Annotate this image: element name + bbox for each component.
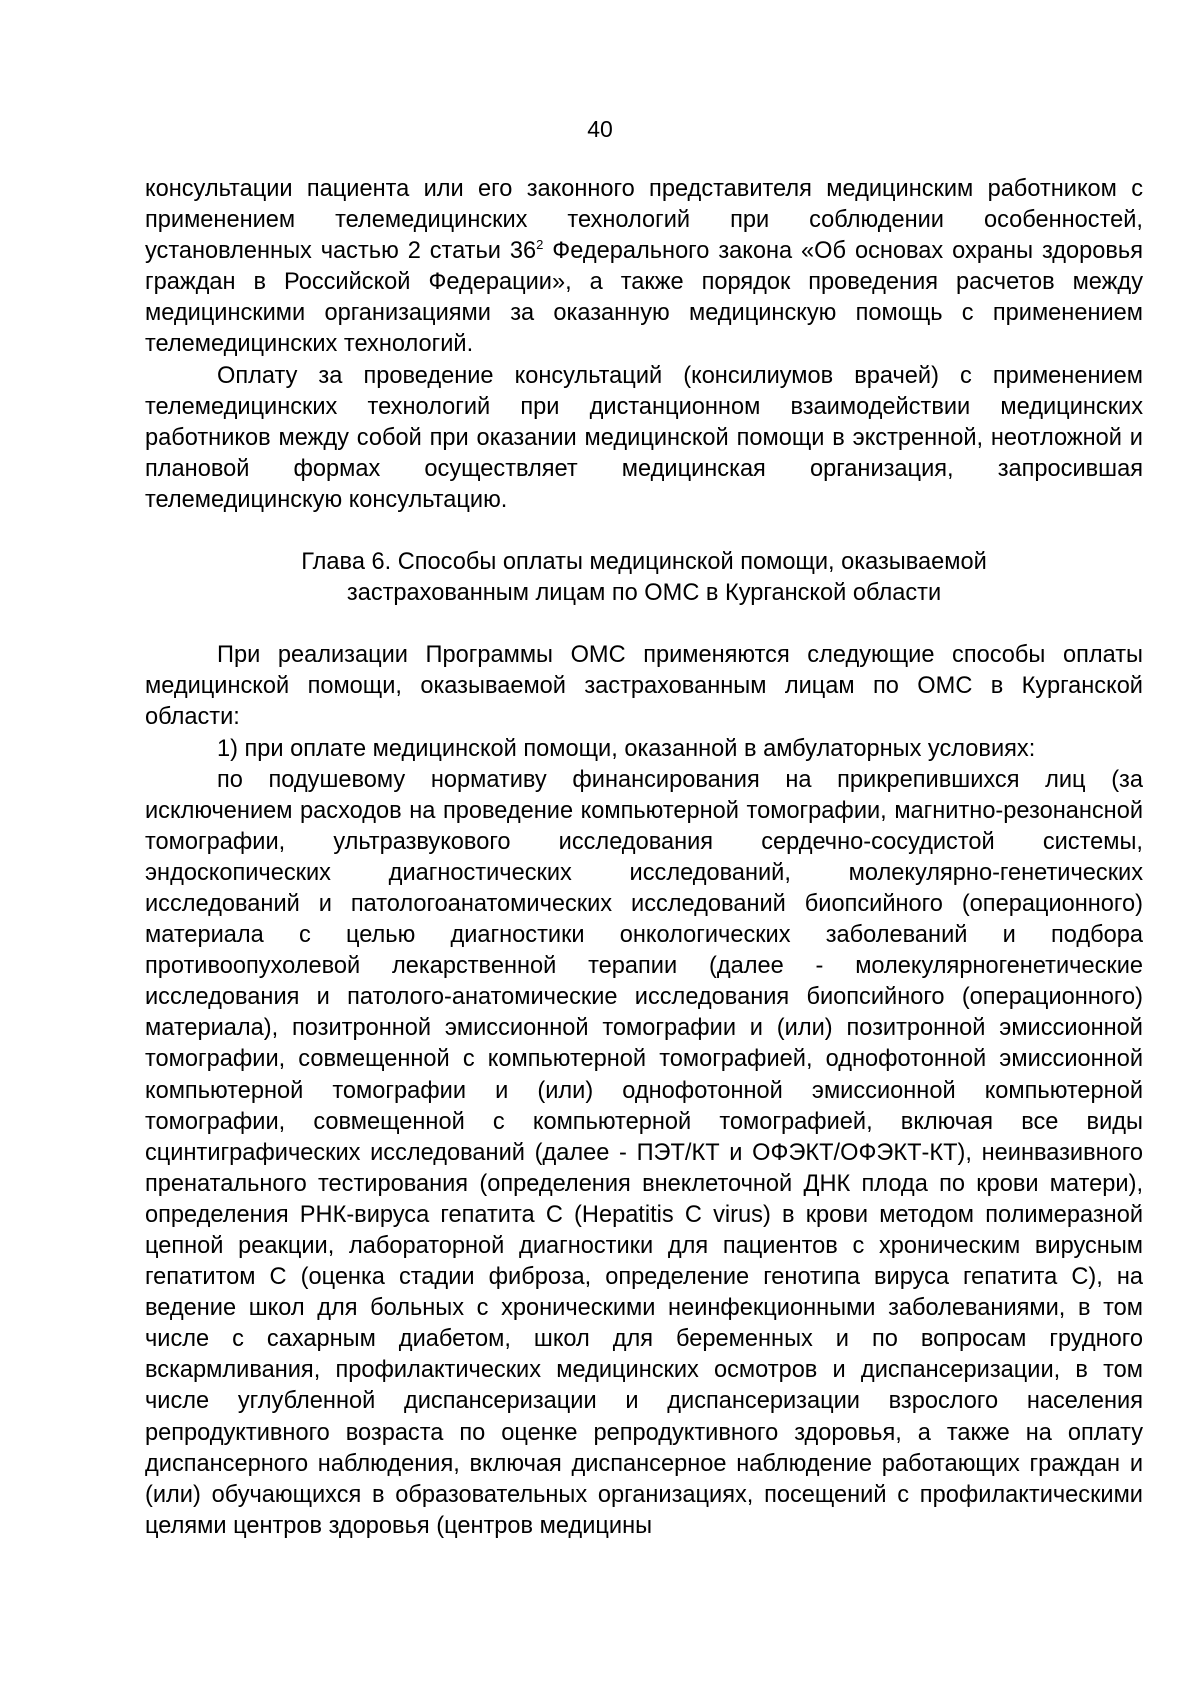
chapter-heading-line-2: застрахованным лицам по ОМС в Курганской области (346, 580, 942, 607)
paragraph-text: консультации пациента или его законного представителя медицинским работником с применением телемедицинских технологий при соблюдении особенностей, установленных частью 2 статьи 36 (145, 176, 1143, 265)
paragraph-telemedicine-payment: Оплату за проведение консультаций (консилиумов врачей) с применением телемедицинских технологий при дистанционном взаимодействии медицинских работников между собой при оказании медицинской помощи в экстренной, неотложной и плановой формах осуществляет медицинская организация, запросившая телемедицинскую консультацию. (145, 362, 1143, 513)
page-number: 40 (587, 116, 613, 142)
chapter-heading-line-1: Глава 6. Способы оплаты медицинской помощи, оказываемой (301, 549, 987, 576)
list-item-1: 1) при оплате медицинской помощи, оказанной в амбулаторных условиях: (217, 735, 1036, 762)
paragraph-per-capita: по подушевому нормативу финансирования на прикрепившихся лиц (за исключением расходов на проведение компьютерной томографии, магнитно-резонансной томографии, ультразвукового исследования сердечно-сосудистой системы, эндоскопических диагностических исследований, молекулярно-генетических исследований и патологоанатомических исследований биопсийного (операционного) материала с целью диагностики онкологических заболеваний и подбора противоопухолевой лекарственной терапии (далее - молекулярногенетические исследования и патолого-анатомические исследования биопсийного (операционного) материала), позитронной эмиссионной томографии и (или) позитронной эмиссионной томографии, совмещенной с компьютерной томографией, однофотонной эмиссионной компьютерной томографии и (или) однофотонной эмиссионной компьютерной томографии, совмещенной с компьютерной томографией, включая все виды сцинтиграфических исследований (далее - ПЭТ/КТ и ОФЭКТ/ОФЭКТ-КТ), неинвазивного пренатального тестирования (определения внеклеточной ДНК плода по крови матери), определения РНК-вируса гепатита С (Hepatitis C virus) в крови методом полимеразной цепной реакции, лабораторной диагностики для пациентов с хроническим вирусным гепатитом С (оценка стадии фиброза, определение генотипа вируса гепатита С), на ведение школ для больных с хроническими неинфекционными заболеваниями, в том числе с сахарным диабетом, школ для беременных и по вопросам грудного вскармливания, профилактических медицинских осмотров и диспансеризации, в том числе углубленной диспансеризации и диспансеризации взрослого населения репродуктивного возраста по оценке репродуктивного здоровья, а также на оплату диспансерного наблюдения, включая диспансерное наблюдение работающих граждан и (или) обучающихся в образовательных организациях, посещений с профилактическими целями центров здоровья (центров медицины (145, 766, 1143, 1539)
paragraph-text: Федерального закона «Об основах охраны здоровья граждан в Российской Федерации», а также порядок проведения расчетов между медицинскими организациями за оказанную медицинскую помощь с применением телемедицинских технологий. (145, 238, 1143, 358)
paragraph-continuation (145, 174, 1143, 361)
document-body (145, 174, 1143, 1542)
chapter-heading (145, 547, 1143, 609)
paragraph-intro: При реализации Программы ОМС применяются следующие способы оплаты медицинской помощи, оказываемой застрахованным лицам по ОМС в Курганской области: (145, 642, 1143, 731)
superscript: 2 (536, 237, 544, 253)
